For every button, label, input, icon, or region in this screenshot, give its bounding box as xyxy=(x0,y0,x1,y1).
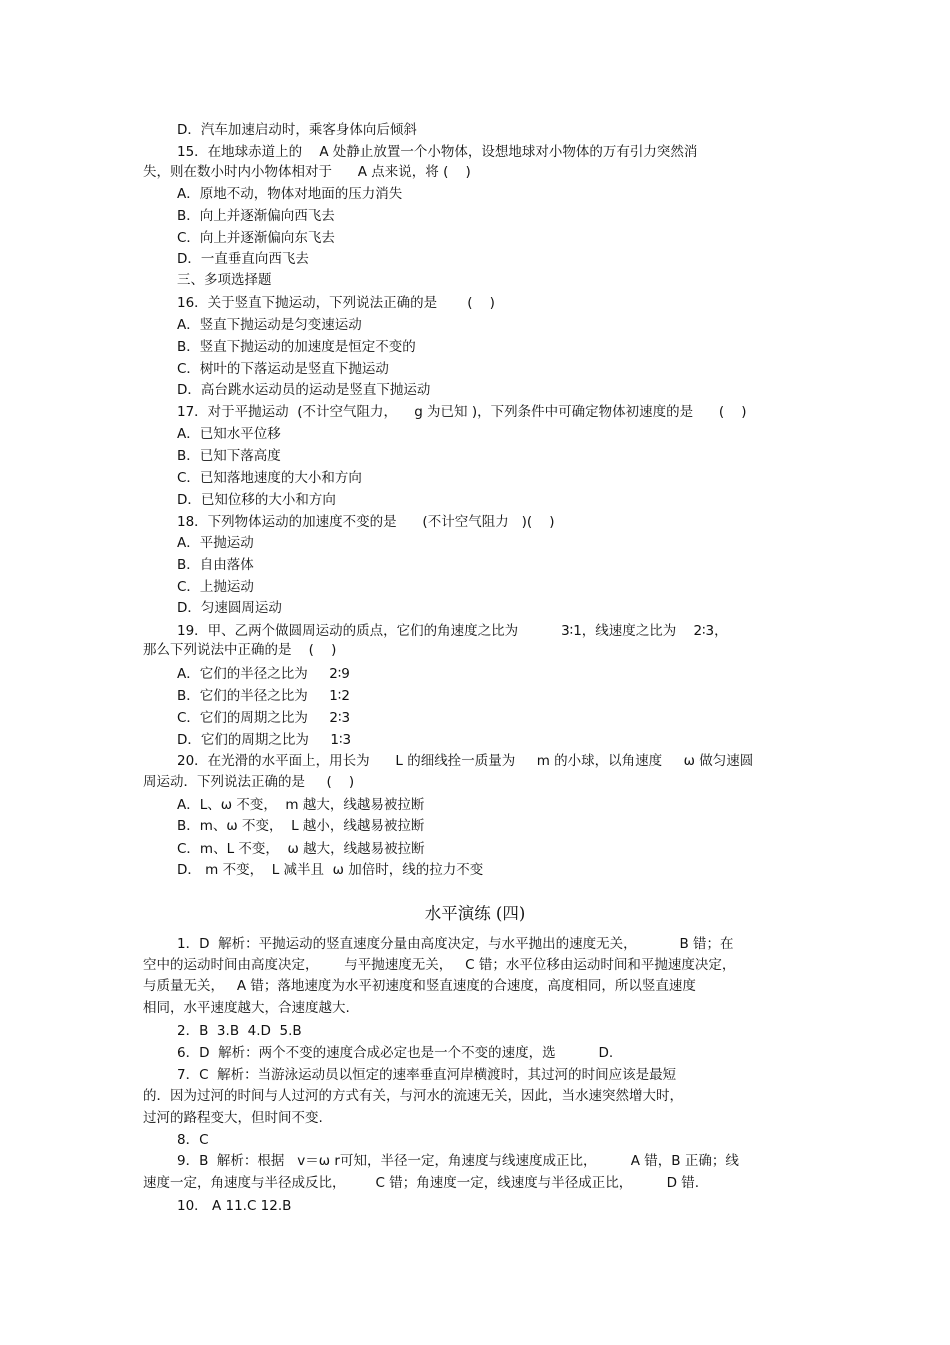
option-15b: B．向上并逐渐偏向西飞去 xyxy=(177,208,335,224)
option-20c: C．m、L 不变， ω 越大，线越易被拉断 xyxy=(177,841,425,857)
answers-title: 水平演练 (四) xyxy=(424,904,526,923)
option-18b: B．自由落体 xyxy=(177,557,254,573)
option-18c: C．上抛运动 xyxy=(177,579,254,595)
answer-1-cont2: 与质量无关， A 错；落地速度为水平初速度和竖直速度的合速度，高度相同，所以竖直速度 xyxy=(143,978,696,994)
answer-9-cont: 速度一定，角速度与半径成反比， C 错；角速度一定，线速度与半径成正比， D 错. xyxy=(143,1175,700,1191)
question-18: 18．下列物体运动的加速度不变的是 (不计空气阻力 )( ) xyxy=(177,514,555,530)
answer-2-5: 2．B 3.B 4.D 5.B xyxy=(177,1023,302,1039)
option-20d: D． m 不变， L 减半且 ω 加倍时，线的拉力不变 xyxy=(177,862,484,878)
section-heading: 三、多项选择题 xyxy=(177,272,272,288)
option-19a: A．它们的半径之比为 2∶9 xyxy=(177,666,350,682)
question-20: 20．在光滑的水平面上，用长为 L 的细线拴一质量为 m 的小球，以角速度 ω 做匀速圆 xyxy=(177,753,754,769)
answer-7: 7．C 解析：当游泳运动员以恒定的速率垂直河岸横渡时，其过河的时间应该是最短 xyxy=(177,1067,677,1083)
option-16a: A．竖直下抛运动是匀变速运动 xyxy=(177,317,362,333)
option-18d: D．匀速圆周运动 xyxy=(177,600,282,616)
question-19-cont: 那么下列说法中正确的是 ( ) xyxy=(143,642,337,658)
option-15d: D．一直垂直向西飞去 xyxy=(177,251,309,267)
option-20a: A．L、ω 不变， m 越大，线越易被拉断 xyxy=(177,797,425,813)
option-19c: C．它们的周期之比为 2∶3 xyxy=(177,710,351,726)
option-20b: B．m、ω 不变， L 越小，线越易被拉断 xyxy=(177,818,425,834)
option-17d: D．已知位移的大小和方向 xyxy=(177,492,336,508)
option-15c: C．向上并逐渐偏向东飞去 xyxy=(177,230,335,246)
option-17b: B．已知下落高度 xyxy=(177,448,281,464)
option-16d: D．高台跳水运动员的运动是竖直下抛运动 xyxy=(177,382,431,398)
answer-1-cont1: 空中的运动时间由高度决定， 与平抛速度无关， C 错；水平位移由运动时间和平抛速度决定， xyxy=(143,957,736,973)
question-20-cont: 周运动．下列说法正确的是 ( ) xyxy=(143,774,355,790)
option-17c: C．已知落地速度的大小和方向 xyxy=(177,470,362,486)
answer-1: 1．D 解析：平抛运动的竖直速度分量由高度决定，与水平抛出的速度无关， B 错；在 xyxy=(177,936,734,952)
option-15a: A．原地不动，物体对地面的压力消失 xyxy=(177,186,403,202)
answer-7-cont2: 过河的路程变大，但时间不变. xyxy=(143,1110,323,1126)
option-18a: A．平抛运动 xyxy=(177,535,254,551)
answer-8: 8．C xyxy=(177,1132,209,1148)
answer-10-12: 10． A 11.C 12.B xyxy=(177,1198,292,1214)
question-15: 15．在地球赤道上的 A 处静止放置一个小物体，设想地球对小物体的万有引力突然消 xyxy=(177,144,698,160)
answer-9: 9．B 解析：根据 v＝ω r可知，半径一定，角速度与线速度成正比， A 错，B 正确；线 xyxy=(177,1153,739,1169)
option-16b: B．竖直下抛运动的加速度是恒定不变的 xyxy=(177,339,416,355)
question-16: 16．关于竖直下抛运动，下列说法正确的是 ( ) xyxy=(177,295,495,311)
option-19d: D．它们的周期之比为 1∶3 xyxy=(177,732,352,748)
option-17a: A．已知水平位移 xyxy=(177,426,281,442)
option-14d: D．汽车加速启动时，乘客身体向后倾斜 xyxy=(177,122,417,138)
option-19b: B．它们的半径之比为 1∶2 xyxy=(177,688,350,704)
question-19: 19．甲、乙两个做圆周运动的质点，它们的角速度之比为 3∶1，线速度之比为 2∶3， xyxy=(177,623,728,639)
question-15-cont: 失，则在数小时内小物体相对于 A 点来说，将 ( ) xyxy=(143,164,471,180)
answer-7-cont1: 的．因为过河的时间与人过河的方式有关，与河水的流速无关，因此，当水速突然增大时， xyxy=(143,1088,683,1104)
option-16c: C．树叶的下落运动是竖直下抛运动 xyxy=(177,361,389,377)
question-17: 17．对于平抛运动 (不计空气阻力， g 为已知 )，下列条件中可确定物体初速度的是 ( ) xyxy=(177,404,747,420)
answer-6: 6．D 解析：两个不变的速度合成必定也是一个不变的速度，选 D. xyxy=(177,1045,614,1061)
answer-1-cont3: 相同，水平速度越大，合速度越大. xyxy=(143,1000,350,1016)
